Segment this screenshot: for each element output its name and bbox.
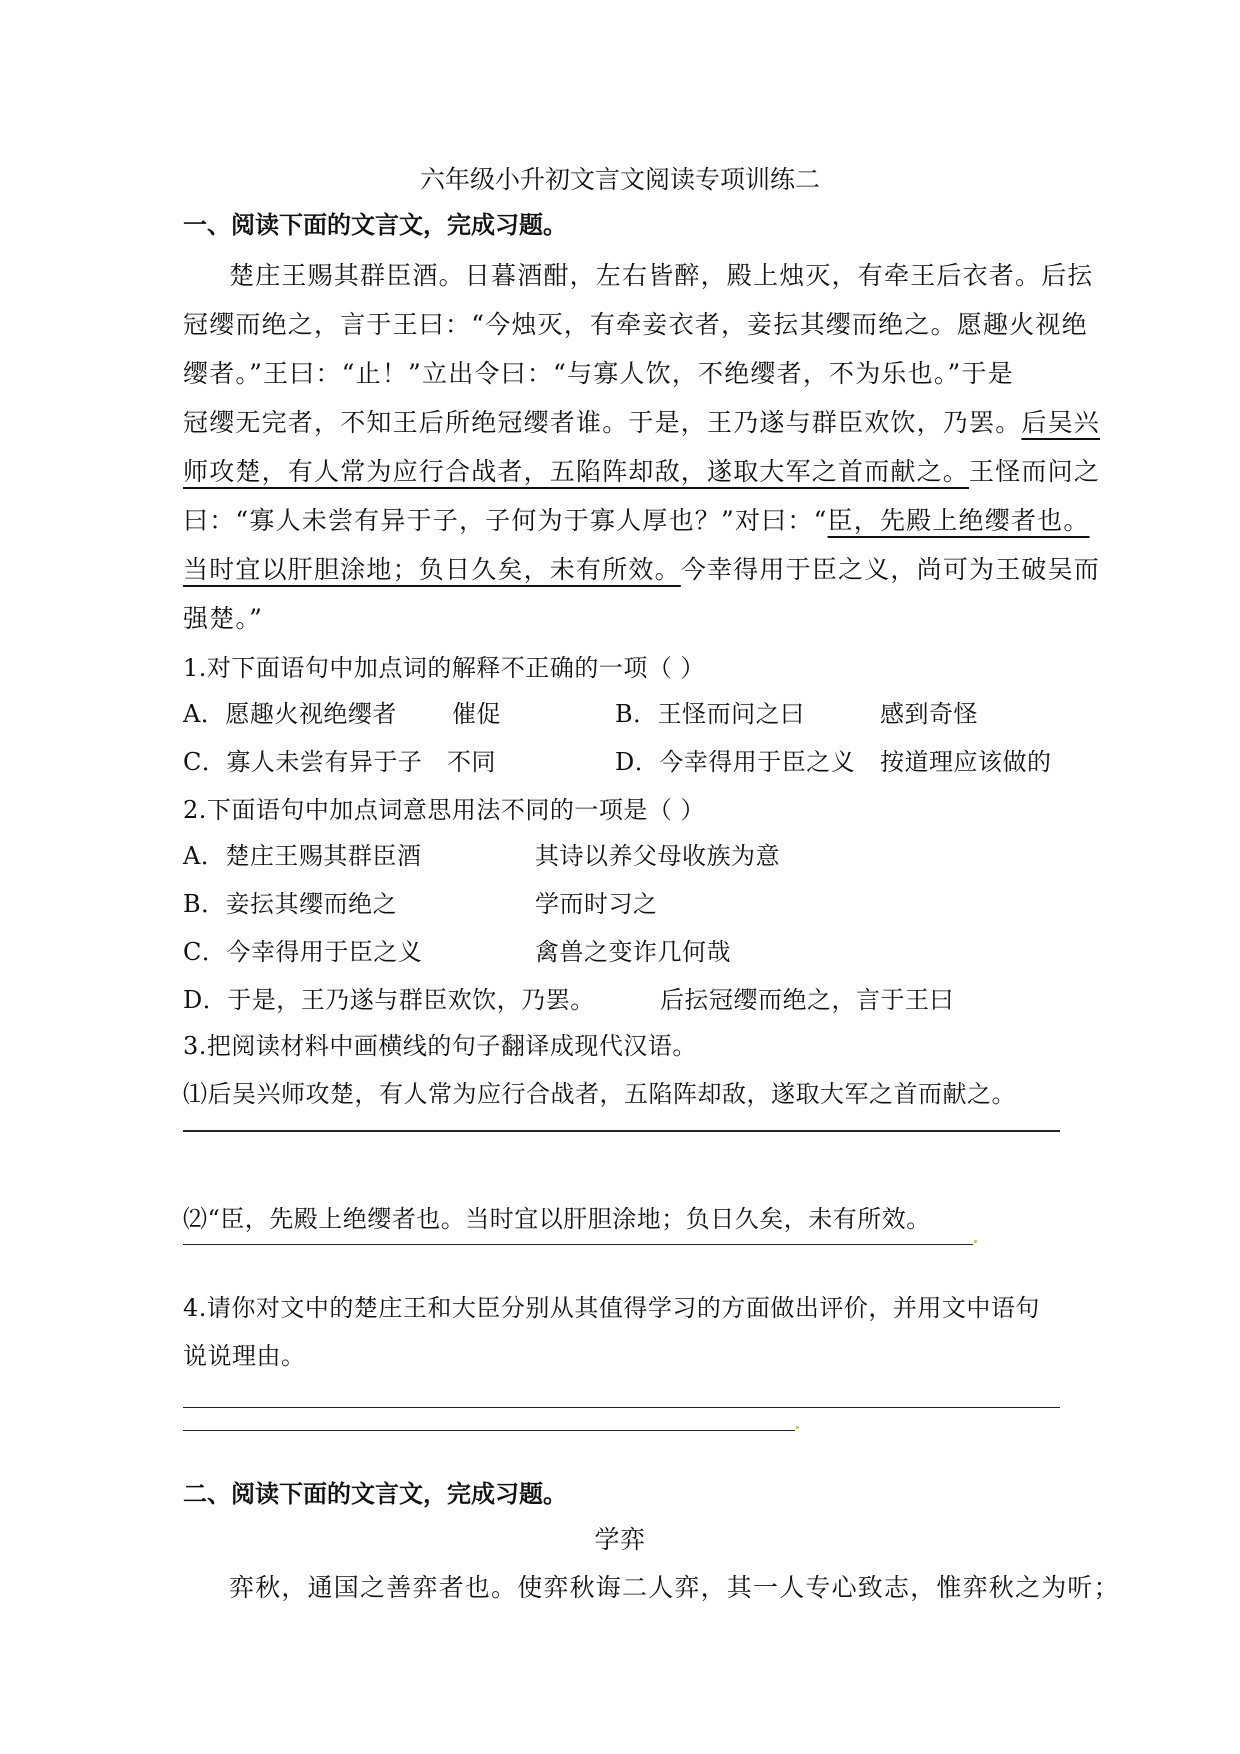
q2-option-a: A．楚庄王赐其群臣酒 (183, 842, 422, 870)
passage-line (183, 501, 1090, 537)
q3-sentence-2: ⑵“臣，先殿上绝缨者也。当时宜以肝胆涂地；负日久矣，未有所效。 (183, 1205, 931, 1233)
q3-sentence-1: ⑴后吴兴师攻楚，有人常为应行合战者，五陷阵却敌，遂取大军之首而献之。 (183, 1080, 1016, 1108)
q1-option-d: D．今幸得用于臣之义 (615, 748, 856, 776)
stray-mark (796, 1426, 799, 1429)
q2-option-c: C．今幸得用于臣之义 (183, 938, 423, 966)
q2-option-b: B．妾抎其缨而绝之 (183, 890, 398, 918)
underlined-sentence: 当时宜以肝胆涂地；负日久矣，未有所效。 (183, 555, 681, 584)
underlined-sentence: 后吴兴 (1021, 408, 1101, 437)
q1-option-d-meaning: 按道理应该做的 (880, 748, 1052, 776)
q2-option-d-compare: 后抎冠缨而绝之，言于王曰 (660, 986, 954, 1014)
page-title: 六年级小升初文言文阅读专项训练二 (419, 165, 820, 194)
answer-line (183, 1430, 795, 1431)
q2-option-b-compare: 学而时习之 (535, 890, 658, 918)
q2-option-a-compare: 其诗以养父母收族为意 (535, 842, 780, 870)
underlined-sentence: 师攻楚，有人常为应行合战者，五陷阵却敌，遂取大军之首而献之。 (183, 457, 970, 486)
section2-heading: 二、阅读下面的文言文，完成习题。 (183, 1480, 567, 1508)
passage-line (183, 452, 1100, 488)
passage-line (183, 550, 1100, 586)
q1-option-a: A．愿趣火视绝缨者 (183, 700, 397, 728)
passage-text: 今幸得用于臣之义，尚可为王破吴而 (680, 555, 1101, 584)
q1-option-b: B．王怪而问之曰 (615, 700, 805, 728)
question-3-stem: 3.把阅读材料中画横线的句子翻译成现代汉语。 (183, 1032, 697, 1060)
passage-text: 曰：“寡人未尝有异于子，子何为于寡人厚也？”对曰：“ (183, 506, 828, 535)
stray-mark (974, 1240, 977, 1243)
underlined-sentence: 臣，先殿上绝缨者也。 (827, 506, 1090, 535)
q1-option-c: C．寡人未尝有异于子 (183, 748, 423, 776)
answer-line (183, 1407, 1060, 1408)
q1-option-c-meaning: 不同 (447, 748, 496, 776)
section1-heading: 一、阅读下面的文言文，完成习题。 (183, 211, 567, 239)
answer-line (183, 1244, 973, 1245)
passage-line: 缨者。”王曰：“止！”立出令曰：“与寡人饮，不绝缨者，不为乐也。”于是 (183, 359, 1014, 388)
question-4-line: 4.请你对文中的楚庄王和大臣分别从其值得学习的方面做出评价，并用文中语句 (183, 1294, 1040, 1322)
section2-passage-line: 弈秋，通国之善弈者也。使弈秋诲二人弈，其一人专心致志，惟弈秋之为听； (229, 1573, 1120, 1602)
question-1-stem: 1.对下面语句中加点词的解释不正确的一项（ ） (183, 654, 706, 682)
q2-option-d: D．于是，王乃遂与群臣欢饮，乃罢。 (183, 986, 595, 1014)
passage-line: 楚庄王赐其群臣酒。日暮酒酣，左右皆醉，殿上烛灭，有牵王后衣者。后抎 (229, 261, 1094, 290)
passage-line (183, 403, 1100, 439)
passage-text: 冠缨无完者，不知王后所绝冠缨者谁。于是，王乃遂与群臣欢饮，乃罢。 (183, 408, 1022, 437)
question-2-stem: 2.下面语句中加点词意思用法不同的一项是（ ） (183, 796, 706, 824)
section2-subtitle: 学弈 (594, 1525, 646, 1554)
answer-line (183, 1130, 1060, 1132)
q2-option-c-compare: 禽兽之变诈几何哉 (535, 938, 731, 966)
q1-option-b-meaning: 感到奇怪 (880, 700, 978, 728)
question-4-line: 说说理由。 (183, 1342, 306, 1370)
passage-text: 王怪而问之 (969, 457, 1101, 486)
q1-option-a-meaning: 催促 (452, 700, 501, 728)
passage-line: 冠缨而绝之，言于王曰：“今烛灭，有牵妾衣者，妾抎其缨而绝之。愿趣火视绝 (183, 310, 1088, 339)
passage-line: 强楚。” (183, 604, 264, 633)
